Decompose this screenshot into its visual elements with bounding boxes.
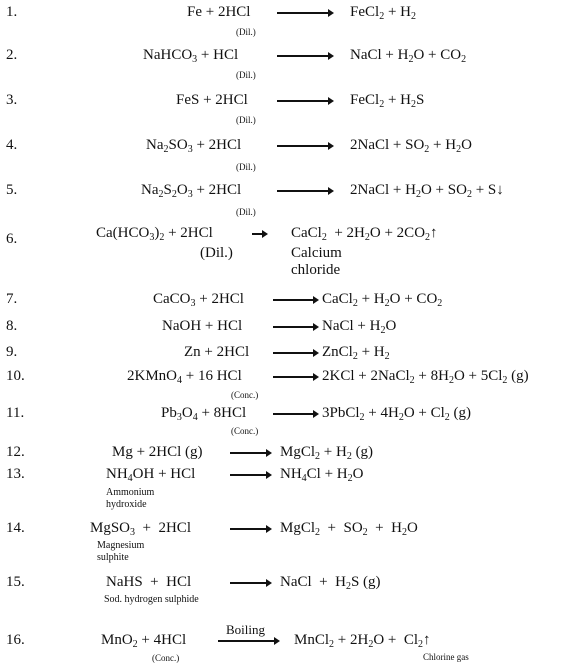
products: 2NaCl + $SO_2 + H_2O$ [350, 137, 472, 155]
precipitate-arrow-icon [496, 182, 504, 198]
reactants: MgSO$_3$ + 2HCl [90, 520, 191, 538]
reaction-arrow [273, 326, 317, 328]
products: MnCl$_2$ + $2H_2O + Cl_2$ ↑ [294, 632, 431, 650]
concentration-label: (Dil.) [236, 162, 256, 172]
reactants: MnO$_2$ + 4HCl [101, 632, 187, 650]
reaction-arrow [277, 145, 332, 147]
products: NaCl + $H_2O + CO_2$ [350, 47, 467, 65]
equation-number: 9. [6, 344, 18, 360]
concentration-label: (Dil.) [236, 115, 256, 125]
reaction-arrow [273, 376, 317, 378]
equation-number: 2. [6, 47, 18, 63]
equation-number: 3. [6, 92, 18, 108]
equation-number: 10. [6, 368, 25, 384]
equation-number: 14. [6, 520, 25, 536]
equation-number: 16. [6, 632, 25, 648]
concentration-label: (Dil.) [200, 245, 233, 261]
equation-number: 7. [6, 291, 18, 307]
reactants: 2KMnO$_4$ + 16 HCl [127, 368, 242, 386]
reaction-arrow [273, 413, 317, 415]
reactants: NaOH + HCl [162, 318, 243, 334]
equation-number: 11. [6, 405, 25, 421]
concentration-label: (Conc.) [231, 426, 259, 436]
products: CaCl$_2$ + $H_2O + CO_2$ [322, 291, 443, 309]
concentration-label: (Dil.) [236, 70, 256, 80]
concentration-label: (Conc.) [152, 653, 180, 663]
equation-number: 4. [6, 137, 18, 153]
reactants: CaCO$_3$ + 2HCl [153, 291, 244, 309]
compound-name: Magnesium sulphite [97, 540, 145, 563]
reactants: Zn + 2HCl [184, 344, 250, 360]
reactants: $Na_2S_2O_3 + 2HCl$ [141, 182, 242, 200]
products: FeCl$_2$ + $H_2$ [350, 4, 416, 22]
products: NaCl + $H_2O$ [322, 318, 397, 336]
reaction-arrow [252, 233, 266, 235]
products: 2KCl + 2NaCl$_2$ + $8H_2O + 5Cl_2$ (g) [322, 368, 529, 386]
product-name: Chlorine gas [423, 652, 469, 662]
reaction-arrow [273, 299, 317, 301]
equation-number: 1. [6, 4, 18, 20]
gas-arrow-icon [423, 632, 431, 648]
reaction-arrow [230, 474, 270, 476]
equation-number: 5. [6, 182, 18, 198]
equation-number: 13. [6, 466, 25, 482]
concentration-label: (Conc.) [231, 390, 259, 400]
reaction-arrow [230, 452, 270, 454]
products: $NH_4Cl + H_2O$ [280, 466, 364, 484]
reaction-arrow [273, 352, 317, 354]
product-name: Calcium chloride [291, 245, 342, 278]
reaction-arrow [277, 55, 332, 57]
reactants: FeS + 2HCl [176, 92, 248, 108]
compound-name: Ammonium hydroxide [106, 487, 155, 510]
equation-number: 15. [6, 574, 25, 590]
reactants: NaHS + HCl [106, 574, 192, 590]
products: ZnCl$_2$ + $H_2$ [322, 344, 390, 362]
products: MgCl$_2$ + $SO_2 + H_2O$ [280, 520, 418, 538]
gas-arrow-icon [430, 225, 438, 241]
reaction-arrow [277, 100, 332, 102]
reactants: $NH_4OH$ + HCl [106, 466, 196, 484]
products: 2NaCl + $H_2O + SO_2 + S$ ↓ [350, 182, 504, 200]
products: MgCl$_2$ + $H_2$ (g) [280, 444, 374, 462]
products: NaCl + $H_2S$ (g) [280, 574, 381, 592]
compound-name: Sod. hydrogen sulphide [104, 594, 199, 605]
equation-number: 6. [6, 231, 18, 247]
reaction-arrow [230, 582, 270, 584]
reaction-arrow [277, 12, 332, 14]
concentration-label: (Dil.) [236, 27, 256, 37]
reactants: Fe + 2HCl [187, 4, 251, 20]
reactants: $Pb_3O_4 + 8HCl$ [161, 405, 247, 423]
reactants: $Na_2SO_3 + 2HCl$ [146, 137, 242, 155]
reaction-arrow [230, 528, 270, 530]
reactants: $Ca(HCO_3)_2 + 2HCl$ [96, 225, 213, 243]
reaction-arrow [218, 640, 278, 642]
reactants: NaHCO$_3$ + HCl [143, 47, 239, 65]
products: CaCl$_2$ + $2H_2O + 2CO_2$ ↑ [291, 225, 438, 243]
reaction-condition: Boiling [226, 622, 266, 637]
concentration-label: (Dil.) [236, 207, 256, 217]
reactants: Mg + 2HCl (g) [112, 444, 203, 460]
products: FeCl$_2$ + $H_2S$ [350, 92, 425, 110]
reaction-arrow [277, 190, 332, 192]
equation-number: 12. [6, 444, 25, 460]
equation-number: 8. [6, 318, 18, 334]
products: 3PbCl$_2$ + $4H_2O + Cl_2$ (g) [322, 405, 472, 423]
